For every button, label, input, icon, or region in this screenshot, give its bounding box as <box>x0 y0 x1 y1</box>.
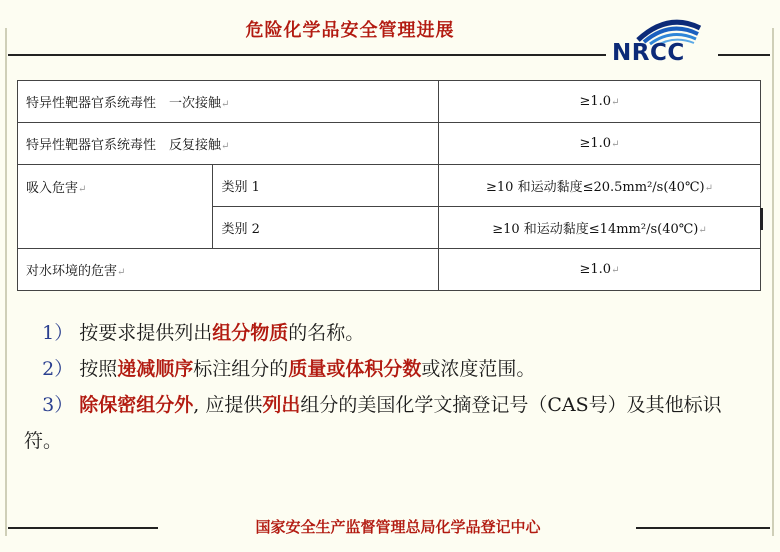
table-edge-marker <box>760 208 763 230</box>
row-value: ≥10 和运动黏度≤14mm²/s(40℃)↵ <box>439 207 761 249</box>
return-mark-icon: ↵ <box>117 267 126 278</box>
return-mark-icon: ↵ <box>611 265 620 276</box>
return-mark-icon: ↵ <box>611 139 620 150</box>
row-label: 对水环境的危害↵ <box>18 249 439 291</box>
hazard-criteria-table <box>17 80 761 291</box>
row-label: 吸入危害↵ <box>18 165 213 249</box>
bottom-rule-left <box>8 527 158 529</box>
requirements-list <box>24 315 744 459</box>
top-rule-right <box>718 54 770 56</box>
frame-left-border <box>5 28 7 536</box>
return-mark-icon: ↵ <box>704 183 713 194</box>
top-rule-left <box>8 54 606 56</box>
logo-text: NRCC <box>612 40 685 66</box>
row-value: ≥1.0↵ <box>439 123 761 165</box>
list-item: 1） 按要求提供列出组分物质的名称。 <box>42 322 365 344</box>
return-mark-icon: ↵ <box>221 99 230 110</box>
row-label: 特异性靶器官系统毒性 一次接触↵ <box>18 81 439 123</box>
footer-text: 国家安全生产监督管理总局化学品登记中心 <box>255 518 541 536</box>
frame-right-border <box>772 28 774 536</box>
row-label: 特异性靶器官系统毒性 反复接触↵ <box>18 123 439 165</box>
list-item: 2） 按照递减顺序标注组分的质量或体积分数或浓度范围。 <box>42 358 536 380</box>
row-value: ≥10 和运动黏度≤20.5mm²/s(40℃)↵ <box>439 165 761 207</box>
return-mark-icon: ↵ <box>78 184 87 195</box>
row-value: ≥1.0↵ <box>439 81 761 123</box>
category-cell: 类别 2 <box>213 207 439 249</box>
table-row <box>18 249 761 291</box>
category-cell: 类别 1 <box>213 165 439 207</box>
return-mark-icon: ↵ <box>221 141 230 152</box>
return-mark-icon: ↵ <box>698 225 707 236</box>
bottom-rule-right <box>636 527 770 529</box>
row-value: ≥1.0↵ <box>439 249 761 291</box>
table-row <box>18 123 761 165</box>
list-item: 3） 除保密组分外, 应提供列出组分的美国化学文摘登记号（CAS号）及其他标识符。 <box>24 394 722 452</box>
table-row <box>18 81 761 123</box>
nrcc-logo <box>608 10 716 68</box>
return-mark-icon: ↵ <box>611 97 620 108</box>
slide-title: 危险化学品安全管理进展 <box>245 20 455 41</box>
table-row <box>18 165 761 207</box>
